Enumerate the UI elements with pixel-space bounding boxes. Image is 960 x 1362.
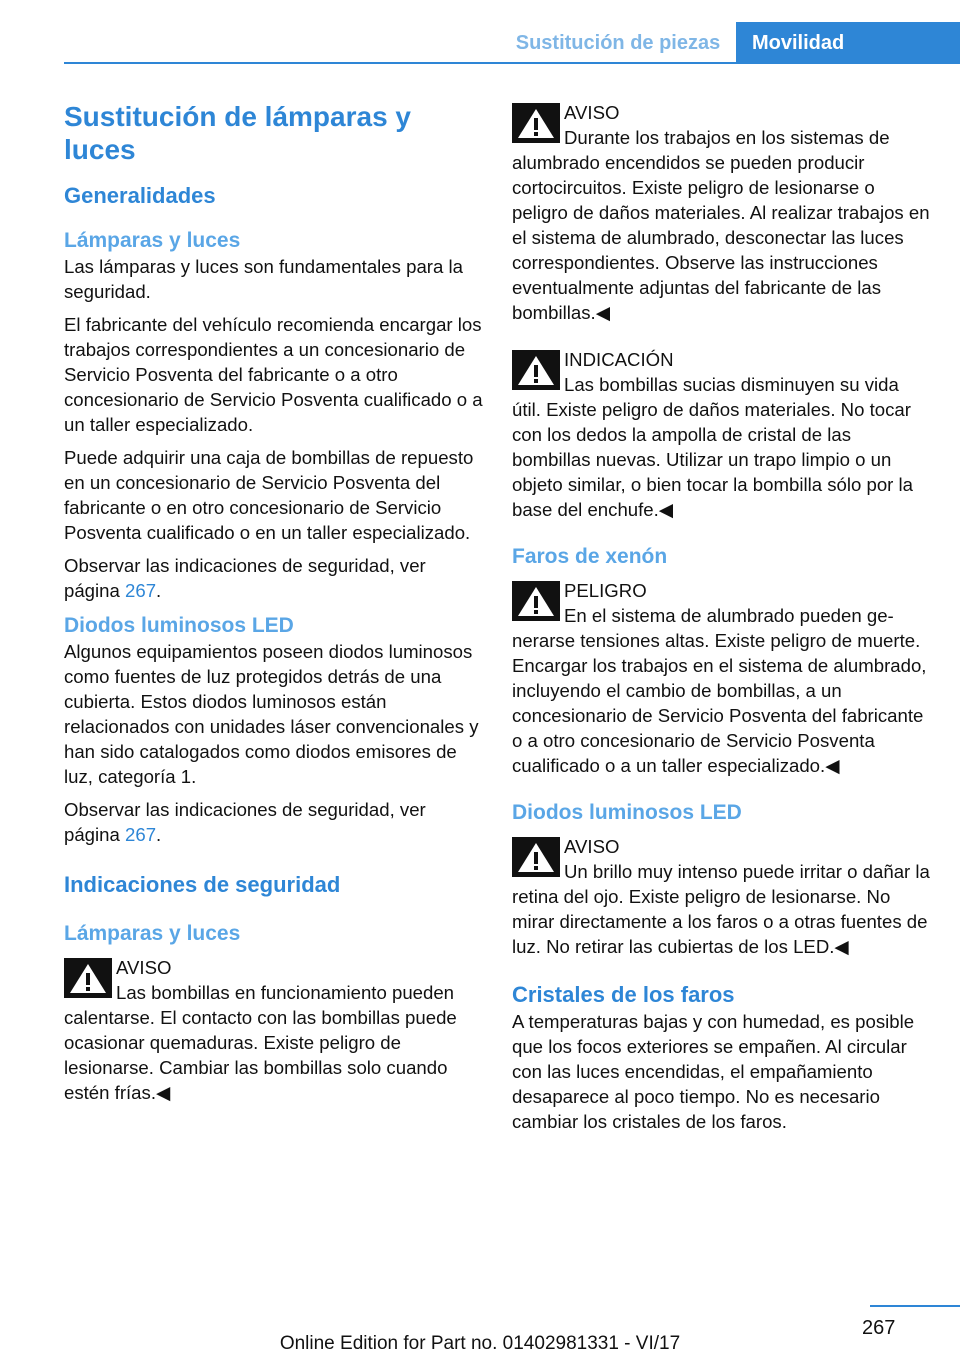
heading-diodos-led-2: Diodos luminosos LED [512,801,742,824]
page-number: 267 [862,1317,896,1339]
warning-text: Las bombillas en funcionamiento pueden calentarse. El contacto con las bombillas puede ocasionar quemaduras. Existe peligro de lesionarse. Cambiar las bombillas solo cuando estén frías.◀ [64,982,457,1103]
peligro-block [512,578,932,778]
paragraph-seguridad: Las lámparas y luces son fundamentales para la seguridad. [64,256,463,302]
warning-block [64,955,484,1105]
indicacion-block [512,347,932,522]
header-section-title: Sustitución de piezas [515,32,721,54]
observar-end: . [156,824,162,845]
warning-triangle-icon [512,350,560,390]
header-chapter-tab: Movilidad [736,22,960,64]
heading-cristales-faros: Cristales de los faros [512,982,735,1007]
paragraph-diodos: Algunos equipamientos poseen diodos luminosos como fuentes de luz protegidos detrás de una cubierta. Estos diodos luminosos están relacionados con unidades láser convencionales y han sido catalogados como diodos emisores de luz, categoría 1. [64,641,479,787]
paragraph-observar-1 [64,553,484,603]
peligro-label: PELIGRO [564,580,647,601]
heading-lamparas-luces-2: Lámparas y luces [64,922,241,945]
warning-label: AVISO [116,957,172,978]
footer-edition: Online Edition for Part no. 01402981331 - VI/17 [279,1333,681,1354]
paragraph-observar-2 [64,797,484,847]
paragraph-cristales: A temperaturas bajas y con humedad, es posible que los focos exteriores se empañen. Al circular con las luces encendidas, el empañamiento desaparece al poco tiempo. No es necesario cambiar los cristales de los faros. [512,1011,915,1132]
paragraph-recomienda: El fabricante del vehículo recomienda encargar los trabajos correspondientes a un concesionario de Servicio Posventa del fabricante o a otro concesionario de Servicio Posventa cualificado o a un taller especializado. [64,314,483,435]
header-divider [64,62,960,64]
paragraph-caja-bombillas: Puede adquirir una caja de bombillas de repuesto en un concesionario de Servicio Posventa del fabricante o en otro concesionario de Servicio Posventa cualificado o en un taller especializado. [64,447,474,543]
observar-text: Observar las indicaciones de seguridad, ver página [64,555,426,601]
heading-diodos-led: Diodos luminosos LED [64,614,294,637]
observar-text: Observar las indicaciones de seguridad, ver página [64,799,426,845]
warning-triangle-icon [512,581,560,621]
right-column [512,100,932,1142]
heading-faros-xenon: Faros de xenón [512,545,668,568]
warning-text: Un brillo muy intenso puede irritar o dañar la retina del ojo. Existe peligro de lesionarse. No mirar directamente a los faros o a otras fuentes de luz. No retirar las cubiertas de los LED.◀ [512,861,930,957]
heading-generalidades: Generalidades [64,183,216,208]
indicacion-label: INDICACIÓN [564,349,674,370]
left-column [64,100,484,1127]
heading-indicaciones-seguridad: Indicaciones de seguridad [64,872,341,897]
page-number-divider [870,1305,960,1307]
warning-triangle-icon [64,958,112,998]
indicacion-text: Las bombillas sucias disminuyen su vida útil. Existe peligro de daños materiales. No tocar con los dedos la ampolla de cristal de las bombillas nuevas. Utilizar un trapo limpio o un objeto similar, o bien tocar la bombilla sólo por la base del enchufe.◀ [512,374,914,520]
warning-label: AVISO [564,102,620,123]
page-link[interactable]: 267 [125,580,157,601]
warning-triangle-icon [512,103,560,143]
warning-triangle-icon [512,837,560,877]
page-link[interactable]: 267 [125,824,157,845]
warning-block [512,100,932,325]
observar-end: . [156,580,162,601]
peligro-text: En el sistema de alumbrado pueden generarse tensiones altas. Existe peligro de muerte. Encargar los trabajos en el sistema de alumbrado, incluyendo el cambio de bombillas, a un concesionario de Servicio Posventa del fabricante o a otro concesionario de Servicio Posventa cualificado o a un taller especializado.◀ [512,605,927,776]
warning-block [512,834,932,959]
warning-text: Durante los trabajos en los sistemas de alumbrado encendidos se pueden producir cortocircuitos. Existe peligro de lesionarse o peligro de daños materiales. Al realizar trabajos en el sistema de alumbrado, desconectar las luces correspondientes. Observe las instrucciones eventualmente adjuntas del fabricante de las bombillas.◀ [512,127,930,323]
heading-lamparas-luces: Lámparas y luces [64,229,241,252]
page-title: Sustitución de lámparas y luces [64,101,411,165]
warning-label: AVISO [564,836,620,857]
